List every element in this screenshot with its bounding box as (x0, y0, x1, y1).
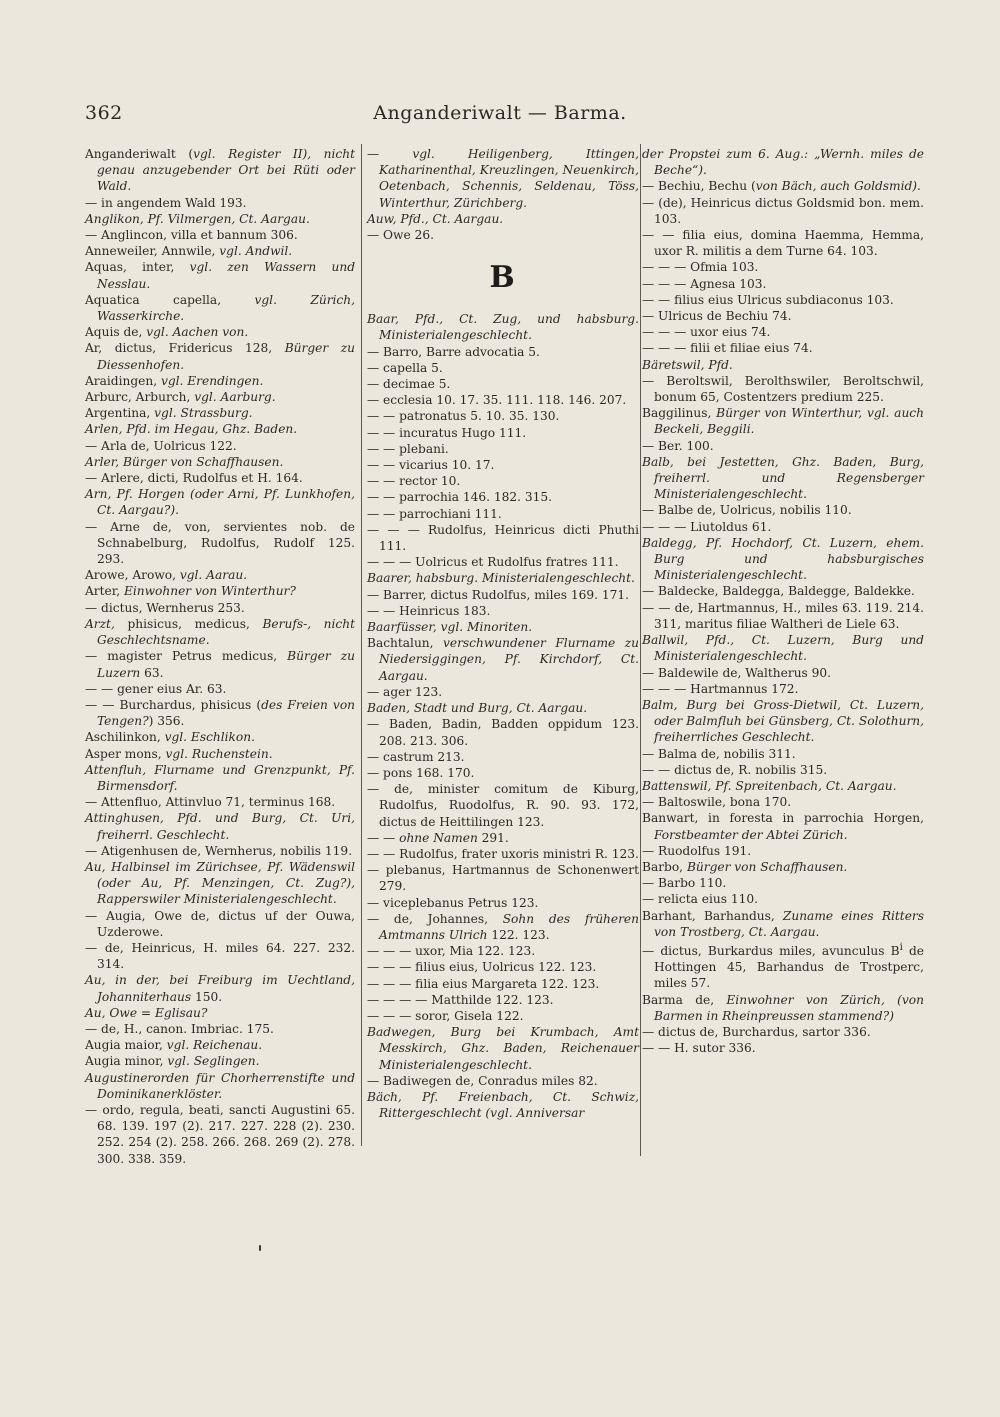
index-entry: Au, in der, bei Freiburg im Uechtland, Johanniterhaus 150. (85, 973, 355, 1004)
page-number: 362 (85, 102, 123, 124)
index-entry: — — de, Hartmannus, H., miles 63. 119. 214. 311, maritus filiae Waltheri de Liele 63. (642, 600, 924, 631)
index-entry: — — plebani. (367, 441, 449, 456)
index-entry: Argentina, vgl. Strassburg. (85, 406, 253, 421)
index-entry: Asper mons, vgl. Ruchenstein. (85, 746, 273, 761)
print-speck (259, 1245, 261, 1251)
index-entry: Aquas, inter, vgl. zen Wassern und Nesslau. (85, 260, 355, 291)
index-entry: — Beroltswil, Berolthswiler, Beroltschwil, bonum 65, Costentzers predium 225. (642, 373, 924, 405)
index-entry: Aquatica capella, vgl. Zürich, Wasserkirche. (85, 292, 355, 324)
page-header (0, 102, 1000, 132)
index-entry: Augia minor, vgl. Seglingen. (85, 1054, 260, 1069)
index-entry: — Baden, Badin, Badden oppidum 123. 208. 213. 306. (367, 717, 639, 748)
index-entry: — de, Johannes, Sohn des früheren Amtmanns Ulrich 122. 123. (367, 911, 639, 942)
index-entry: Badwegen, Burg bei Krumbach, Amt Messkirch, Ghz. Baden, Reichenauer Ministerialengeschlecht. (367, 1025, 639, 1072)
index-entry: Baden, Stadt und Burg, Ct. Aargau. (367, 701, 588, 716)
index-entry: Ar, dictus, Fridericus 128, Bürger zu Diessenhofen. (85, 341, 356, 372)
index-entry: Barbo, Bürger von Schaffhausen. (642, 859, 848, 874)
index-entry: — relicta eius 110. (642, 892, 758, 907)
index-entry: Battenswil, Pf. Spreitenbach, Ct. Aargau. (642, 778, 897, 793)
index-entry: Auw, Pfd., Ct. Aargau. (367, 211, 504, 226)
index-entry: — — — Rudolfus, Heinricus dicti Phuthi 111. (367, 522, 639, 554)
index-entry: — — Rudolfus, frater uxoris ministri R. 123. (367, 846, 639, 861)
index-entry: — Attenfluo, Attinvluo 71, terminus 168. (85, 795, 336, 810)
index-entry: Baar, Pfd., Ct. Zug, und habsburg. Ministerialengeschlecht. (367, 312, 639, 343)
index-entry: — vgl. Heiligenberg, Ittingen, Katharinenthal, Kreuzlingen, Neuenkirch, Oetenbach, Schennis, Seldenau, Töss, Winterthur, Zürichberg. (367, 147, 640, 210)
index-entry: Au, Halbinsel im Zürichsee, Pf. Wädenswil (oder Au, Pf. Menzingen, Ct. Zug?), Rapperswiler Ministerialengeschlecht. (85, 859, 355, 907)
index-entry: — Balma de, nobilis 311. (642, 746, 796, 761)
index-entry: — — vicarius 10. 17. (367, 458, 495, 473)
index-entry: — Arne de, von, servientes nob. de Schnabelburg, Rudolfus, Rudolf 125. 293. (85, 519, 355, 567)
index-entry: Ballwil, Pfd., Ct. Luzern, Burg und Ministerialengeschlecht. (642, 633, 924, 664)
index-entry: Baggilinus, Bürger von Winterthur, vgl. auch Beckeli, Beggili. (642, 406, 924, 437)
index-entry: — — filius eius Ulricus subdiaconus 103. (642, 292, 894, 307)
index-entry: — Owe 26. (367, 228, 434, 243)
index-entry: der Propstei zum 6. Aug.: „Wernh. miles de Beche“). (642, 147, 924, 178)
index-entry: Baldegg, Pf. Hochdorf, Ct. Luzern, ehem. Burg und habsburgisches Ministerialengeschlecht. (642, 535, 924, 583)
index-entry: — — ohne Namen 291. (367, 830, 509, 845)
index-entry: — ecclesia 10. 17. 35. 111. 118. 146. 207. (367, 393, 627, 408)
index-entry: Baarer, habsburg. Ministerialengeschlecht. (367, 571, 635, 586)
index-entry: — — — Ofmia 103. (642, 260, 759, 275)
index-entry: — — — Liutoldus 61. (642, 519, 772, 534)
index-entry: Banwart, in foresta in parrochia Horgen, Forstbeamter der Abtei Zürich. (642, 811, 924, 842)
index-entry: — — — Agnesa 103. (642, 276, 767, 291)
index-entry: Attinghusen, Pfd. und Burg, Ct. Uri, freiherrl. Geschlecht. (85, 811, 355, 842)
index-entry: — viceplebanus Petrus 123. (367, 895, 539, 910)
index-entry: — — — uxor eius 74. (642, 325, 771, 340)
index-entry: Araidingen, vgl. Erendingen. (85, 373, 264, 388)
index-entry: — — gener eius Ar. 63. (85, 681, 227, 696)
index-entry: — Badiwegen de, Conradus miles 82. (367, 1073, 598, 1088)
index-entry: — — incuratus Hugo 111. (367, 425, 527, 440)
index-entry: — dictus, Wernherus 253. (85, 600, 245, 615)
running-title: Anganderiwalt — Barma. (373, 102, 627, 124)
index-entry: — pons 168. 170. (367, 765, 475, 780)
index-entry: Au, Owe = Eglisau? (85, 1005, 208, 1020)
index-entry: Anglikon, Pf. Vilmergen, Ct. Aargau. (85, 211, 310, 226)
index-entry: Bäretswil, Pfd. (642, 357, 733, 372)
index-entry: Balb, bei Jestetten, Ghz. Baden, Burg, freiherrl. und Regensberger Ministerialengeschlecht. (642, 454, 924, 502)
index-entry: Arzt, phisicus, medicus, Berufs-, nicht Geschlechtsname. (85, 616, 356, 648)
index-entry: — capella 5. (367, 360, 443, 375)
index-entry: — Bechiu, Bechu (von Bäch, auch Goldsmid). (642, 179, 921, 194)
index-entry: — — filia eius, domina Haemma, Hemma, uxor R. militis a dem Turne 64. 103. (642, 228, 924, 259)
column-divider-2 (640, 144, 641, 1156)
index-entry: Aquis de, vgl. Aachen von. (85, 325, 249, 340)
index-entry: — castrum 213. (367, 749, 465, 764)
index-column-3 (642, 146, 924, 1146)
index-entry: Arburc, Arburch, vgl. Aarburg. (85, 390, 276, 405)
index-entry: — in angendem Wald 193. (85, 195, 247, 210)
index-entry: — ager 123. (367, 684, 443, 699)
index-entry: — dictus de, Burchardus, sartor 336. (642, 1025, 871, 1040)
column-divider-1 (361, 144, 362, 1146)
index-entry: — Baltoswile, bona 170. (642, 795, 792, 810)
index-entry: Arowe, Arowo, vgl. Aarau. (85, 568, 248, 583)
index-entry: — dictus, Burkardus miles, avunculus $B^i$ de Hottingen 45, Barhandus de Trostperc, miles 57. (642, 941, 925, 991)
index-entry: — — — Hartmannus 172. (642, 681, 799, 696)
index-entry: — — — filius eius, Uolricus 122. 123. (367, 960, 597, 975)
index-entry: — (de), Heinricus dictus Goldsmid bon. mem. 103. (642, 195, 924, 226)
index-entry: — Barrer, dictus Rudolfus, miles 169. 171. (367, 587, 630, 602)
index-entry: — — parrochiani 111. (367, 506, 502, 521)
index-entry: Anneweiler, Annwile, vgl. Andwil. (85, 244, 293, 259)
index-entry: — — — uxor, Mia 122. 123. (367, 944, 536, 959)
index-entry: — Barbo 110. (642, 876, 727, 891)
index-entry: — — — Uolricus et Rudolfus fratres 111. (367, 555, 619, 570)
index-entry: — — H. sutor 336. (642, 1041, 756, 1056)
index-entry: Bachtalun, verschwundener Flurname zu Niedersiggingen, Pf. Kirchdorf, Ct. Aargau. (367, 636, 639, 683)
index-entry: Barma de, Einwohner von Zürich, (von Barmen in Rheinpreussen stammend?) (642, 992, 924, 1023)
index-entry: Anganderiwalt (vgl. Register II), nicht genau anzugebender Ort bei Rüti oder Wald. (85, 147, 355, 194)
index-entry: Balm, Burg bei Gross-Dietwil, Ct. Luzern, oder Balmfluh bei Günsberg, Ct. Solothurn, freiherrliches Geschlecht. (642, 697, 924, 745)
index-column-2 (367, 146, 639, 1146)
index-entry: — — patronatus 5. 10. 35. 130. (367, 409, 560, 424)
index-entry: — — parrochia 146. 182. 315. (367, 490, 553, 505)
index-entry: — — Burchardus, phisicus (des Freien von Tengen?) 356. (85, 697, 356, 729)
index-entry: — Baldecke, Baldegga, Baldegge, Baldekke. (642, 584, 915, 599)
index-entry: — — — soror, Gisela 122. (367, 1008, 524, 1023)
index-column-1 (85, 146, 356, 1166)
index-entry: Baarfüsser, vgl. Minoriten. (367, 620, 533, 635)
index-entry: — decimae 5. (367, 377, 451, 392)
index-entry: — Ulricus de Bechiu 74. (642, 309, 792, 324)
index-entry: Augia maior, vgl. Reichenau. (85, 1038, 263, 1053)
index-entry: — Anglincon, villa et bannum 306. (85, 228, 298, 243)
index-entry: — Arlere, dicti, Rudolfus et H. 164. (85, 471, 303, 486)
index-entry: — ordo, regula, beati, sancti Augustini 65. 68. 139. 197 (2). 217. 227. 228 (2). 230. 252. 254 (2). 258. 266. 268. 269 (2). 278. 300. 338. 359. (85, 1102, 355, 1166)
index-entry: — Barro, Barre advocatia 5. (367, 344, 540, 359)
index-entry: — magister Petrus medicus, Bürger zu Luzern 63. (85, 649, 355, 680)
index-entry: — de, minister comitum de Kiburg, Rudolfus, Ruodolfus, R. 90. 93. 172, dictus de Heittilingen 123. (367, 782, 639, 829)
index-entry: — — — — Matthilde 122. 123. (367, 992, 554, 1007)
index-entry: — — rector 10. (367, 474, 461, 489)
index-entry: — Arla de, Uolricus 122. (85, 438, 237, 453)
index-entry: — — Heinricus 183. (367, 603, 491, 618)
index-entry: — Baldewile de, Waltherus 90. (642, 665, 832, 680)
column-2-lower-entries (367, 311, 639, 1121)
index-entry: Arn, Pf. Horgen (oder Arni, Pf. Lunkhofen, Ct. Aargau?). (85, 487, 355, 518)
index-entry: — — dictus de, R. nobilis 315. (642, 762, 828, 777)
column-2-upper-entries (367, 146, 639, 243)
index-entry: Augustinerorden für Chorherrenstifte und Dominikanerklöster. (85, 1070, 355, 1101)
index-entry: Attenfluh, Flurname und Grenzpunkt, Pf. Birmensdorf. (85, 762, 355, 793)
index-entry: — de, H., canon. Imbriac. 175. (85, 1021, 274, 1036)
index-entry: — — — filia eius Margareta 122. 123. (367, 976, 600, 991)
index-entry: — Balbe de, Uolricus, nobilis 110. (642, 503, 852, 518)
index-entry: — Augia, Owe de, dictus uf der Ouwa, Uzderowe. (85, 908, 355, 939)
index-entry: Arler, Bürger von Schaffhausen. (85, 454, 284, 469)
index-entry: — de, Heinricus, H. miles 64. 227. 232. 314. (85, 940, 355, 972)
index-entry: Arlen, Pfd. im Hegau, Ghz. Baden. (85, 422, 298, 437)
index-entry: — Ber. 100. (642, 438, 714, 453)
index-entry: — Ruodolfus 191. (642, 843, 752, 858)
index-entry: — Atigenhusen de, Wernherus, nobilis 119. (85, 843, 353, 858)
index-entry: Aschilinkon, vgl. Eschlikon. (85, 730, 255, 745)
section-letter: B (489, 260, 517, 296)
index-entry: Barhant, Barhandus, Zuname eines Ritters von Trostberg, Ct. Aargau. (642, 908, 924, 939)
index-entry: Arter, Einwohner von Winterthur? (85, 584, 296, 599)
index-entry: Bäch, Pf. Freienbach, Ct. Schwiz, Rittergeschlecht (vgl. Anniversar (367, 1089, 639, 1121)
index-entry: — — — filii et filiae eius 74. (642, 341, 813, 356)
index-entry: — plebanus, Hartmannus de Schonenwert 279. (367, 863, 639, 894)
